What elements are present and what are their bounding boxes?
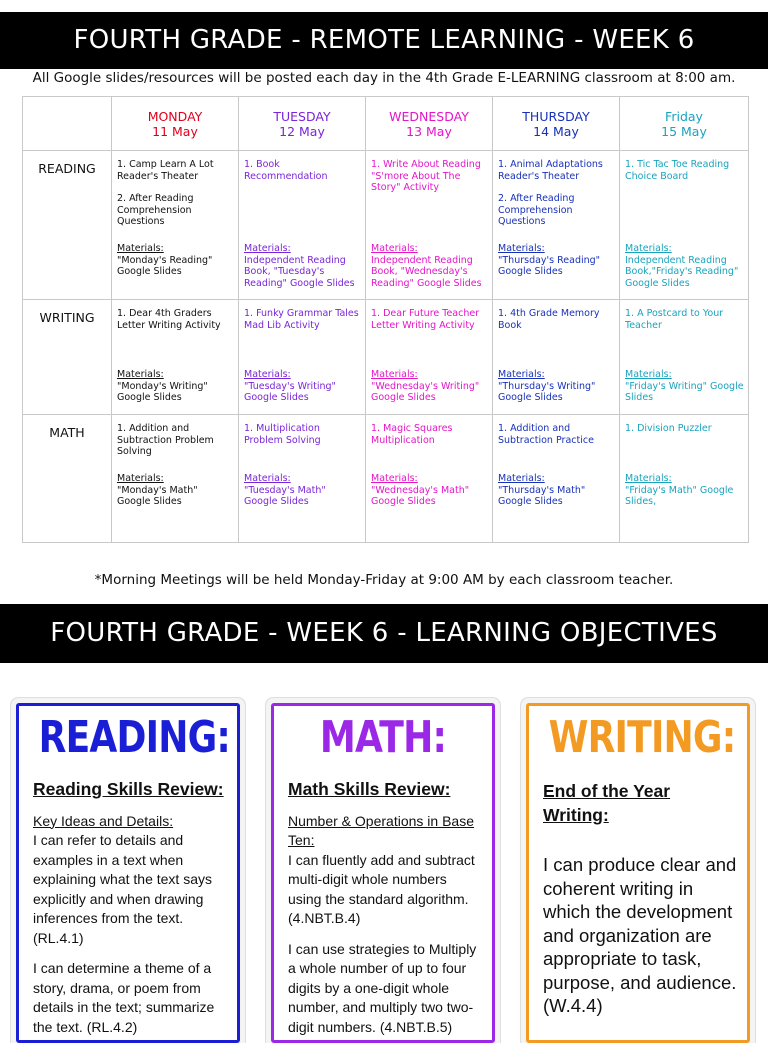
materials-label: Materials: xyxy=(625,369,672,380)
cell-reading-thursday xyxy=(493,151,620,300)
day-header-monday xyxy=(112,97,239,151)
cell-math-friday xyxy=(620,415,749,543)
table-row-math xyxy=(23,415,749,543)
standard-category: Key Ideas and Details: xyxy=(33,812,174,829)
materials-text: "Wednesday's Writing" Google Slides xyxy=(371,380,480,403)
writing-objectives-card xyxy=(526,703,750,1043)
math-objectives-card xyxy=(271,703,495,1043)
activity: 1. 4th Grade Memory Book xyxy=(498,308,600,331)
materials-label: Materials: xyxy=(244,473,291,484)
page-title-banner: FOURTH GRADE - REMOTE LEARNING - WEEK 6 xyxy=(0,12,768,69)
cell-math-monday xyxy=(112,415,239,543)
activity: 1. Animal Adaptations Reader's Theater xyxy=(498,159,603,182)
table-row-writing xyxy=(23,300,749,415)
cell-writing-thursday xyxy=(493,300,620,415)
materials-label: Materials: xyxy=(625,243,672,254)
materials-label: Materials: xyxy=(244,243,291,254)
activity: 1. Tic Tac Toe Reading Choice Board xyxy=(625,159,730,182)
materials-text: "Friday's Writing" Google Slides xyxy=(625,380,744,403)
day-header-friday xyxy=(620,97,749,151)
activity: 1. Division Puzzler xyxy=(625,423,712,434)
materials-label: Materials: xyxy=(498,369,545,380)
cell-reading-tuesday xyxy=(239,151,366,300)
card-title: READING: xyxy=(38,712,231,763)
materials-label: Materials: xyxy=(371,473,418,484)
materials-label: Materials: xyxy=(625,473,672,484)
materials-label: Materials: xyxy=(117,473,164,484)
materials-label: Materials: xyxy=(498,473,545,484)
activity: 1. Dear 4th Graders Letter Writing Activity xyxy=(117,308,221,331)
cell-reading-friday xyxy=(620,151,749,300)
cell-writing-friday xyxy=(620,300,749,415)
activity: 1. Write About Reading "S'more About The Story" Activity xyxy=(371,159,481,193)
materials-text: "Tuesday's Math" Google Slides xyxy=(244,484,326,507)
skill-heading: Reading Skills Review: xyxy=(33,779,224,799)
standard-category: Number & Operations in Base Ten: xyxy=(288,812,474,848)
card-title: MATH: xyxy=(319,712,447,763)
morning-meetings-notice: *Morning Meetings will be held Monday-Friday at 9:00 AM by each classroom teacher. xyxy=(94,572,674,588)
activity: 2. After Reading Comprehension Questions xyxy=(498,193,575,227)
materials-text: "Thursday's Reading" Google Slides xyxy=(498,254,601,277)
table-header-row xyxy=(23,97,749,151)
activity: 1. Camp Learn A Lot Reader's Theater xyxy=(117,159,214,182)
day-date: 12 May xyxy=(279,123,325,139)
resources-notice: All Google slides/resources will be posted each day in the 4th Grade E-LEARNING classroom at 8:00 am. xyxy=(32,70,736,86)
row-header-math: MATH xyxy=(23,415,112,543)
activity: 2. After Reading Comprehension Questions xyxy=(117,193,194,227)
objective-text: I can determine a theme of a story, drama, or poem from details in the text; summarize the text. (RL.4.2) xyxy=(33,960,215,1035)
cell-reading-wednesday xyxy=(366,151,493,300)
materials-text: "Tuesday's Writing" Google Slides xyxy=(244,380,336,403)
day-date: 13 May xyxy=(406,123,452,139)
cell-reading-monday xyxy=(112,151,239,300)
materials-text: "Monday's Math" Google Slides xyxy=(117,484,198,507)
materials-label: Materials: xyxy=(244,369,291,380)
activity: 1. Dear Future Teacher Letter Writing Activity xyxy=(371,308,480,331)
materials-text: "Monday's Reading" Google Slides xyxy=(117,254,213,277)
objective-text: I can use strategies to Multiply a whole number of up to four digits by a one-digit whole number, and multiply two two-digit numbers. (4.NBT.B.5) xyxy=(288,940,477,1035)
skill-heading: End of the Year Writing: xyxy=(543,781,671,825)
day-date: 15 May xyxy=(661,123,707,139)
cell-writing-wednesday xyxy=(366,300,493,415)
day-name: TUESDAY xyxy=(273,108,331,124)
activity: 1. A Postcard to Your Teacher xyxy=(625,308,724,331)
objective-text: I can produce clear and coherent writing in which the development and organization are appropriate to task, purpose, and audience. (W.4.4) xyxy=(543,854,737,1016)
corner-cell xyxy=(23,97,112,151)
day-date: 14 May xyxy=(533,123,579,139)
materials-label: Materials: xyxy=(117,243,164,254)
weekly-schedule-table xyxy=(22,96,749,543)
objective-text: I can refer to details and examples in a text when explaining what the text says explicitly and when drawing inferences from the text. (RL.4.1) xyxy=(33,832,212,946)
day-name: MONDAY xyxy=(147,108,203,124)
objective-text: I can fluently add and subtract multi-digit whole numbers using the standard algorithm. (4.NBT.B.4) xyxy=(288,851,475,926)
day-date: 11 May xyxy=(152,123,198,139)
row-header-writing: WRITING xyxy=(23,300,112,415)
materials-label: Materials: xyxy=(498,243,545,254)
cell-math-tuesday xyxy=(239,415,366,543)
card-title: WRITING: xyxy=(548,712,736,763)
activity: 1. Funky Grammar Tales Mad Lib Activity xyxy=(244,308,359,331)
materials-text: "Friday's Math" Google Slides, xyxy=(625,484,734,507)
activity: 1. Multiplication Problem Solving xyxy=(244,423,321,446)
materials-text: Independent Reading Book, "Wednesday's Reading" Google Slides xyxy=(371,254,482,289)
table-row-reading xyxy=(23,151,749,300)
activity: 1. Addition and Subtraction Problem Solving xyxy=(117,423,214,457)
materials-text: Independent Reading Book,"Friday's Reading" Google Slides xyxy=(625,254,739,289)
reading-objectives-card xyxy=(16,703,240,1043)
day-name: THURSDAY xyxy=(522,108,590,124)
cell-writing-monday xyxy=(112,300,239,415)
materials-text: "Monday's Writing" Google Slides xyxy=(117,380,208,403)
cell-math-thursday xyxy=(493,415,620,543)
cell-math-wednesday xyxy=(366,415,493,543)
materials-text: "Thursday's Writing" Google Slides xyxy=(498,380,596,403)
materials-label: Materials: xyxy=(371,369,418,380)
activity: 1. Magic Squares Multiplication xyxy=(371,423,453,446)
cell-writing-tuesday xyxy=(239,300,366,415)
materials-label: Materials: xyxy=(371,243,418,254)
materials-text: "Wednesday's Math" Google Slides xyxy=(371,484,470,507)
day-name: Friday xyxy=(665,108,703,124)
activity: 1. Book Recommendation xyxy=(244,159,328,182)
skill-heading: Math Skills Review: xyxy=(288,779,451,799)
day-name: WEDNESDAY xyxy=(389,108,469,124)
day-header-wednesday xyxy=(366,97,493,151)
materials-text: "Thursday's Math" Google Slides xyxy=(498,484,586,507)
materials-label: Materials: xyxy=(117,369,164,380)
day-header-tuesday xyxy=(239,97,366,151)
activity: 1. Addition and Subtraction Practice xyxy=(498,423,594,446)
objectives-banner: FOURTH GRADE - WEEK 6 - LEARNING OBJECTIVES xyxy=(0,604,768,663)
row-header-reading: READING xyxy=(23,151,112,300)
day-header-thursday xyxy=(493,97,620,151)
materials-text: Independent Reading Book, "Tuesday's Reading" Google Slides xyxy=(244,254,355,289)
